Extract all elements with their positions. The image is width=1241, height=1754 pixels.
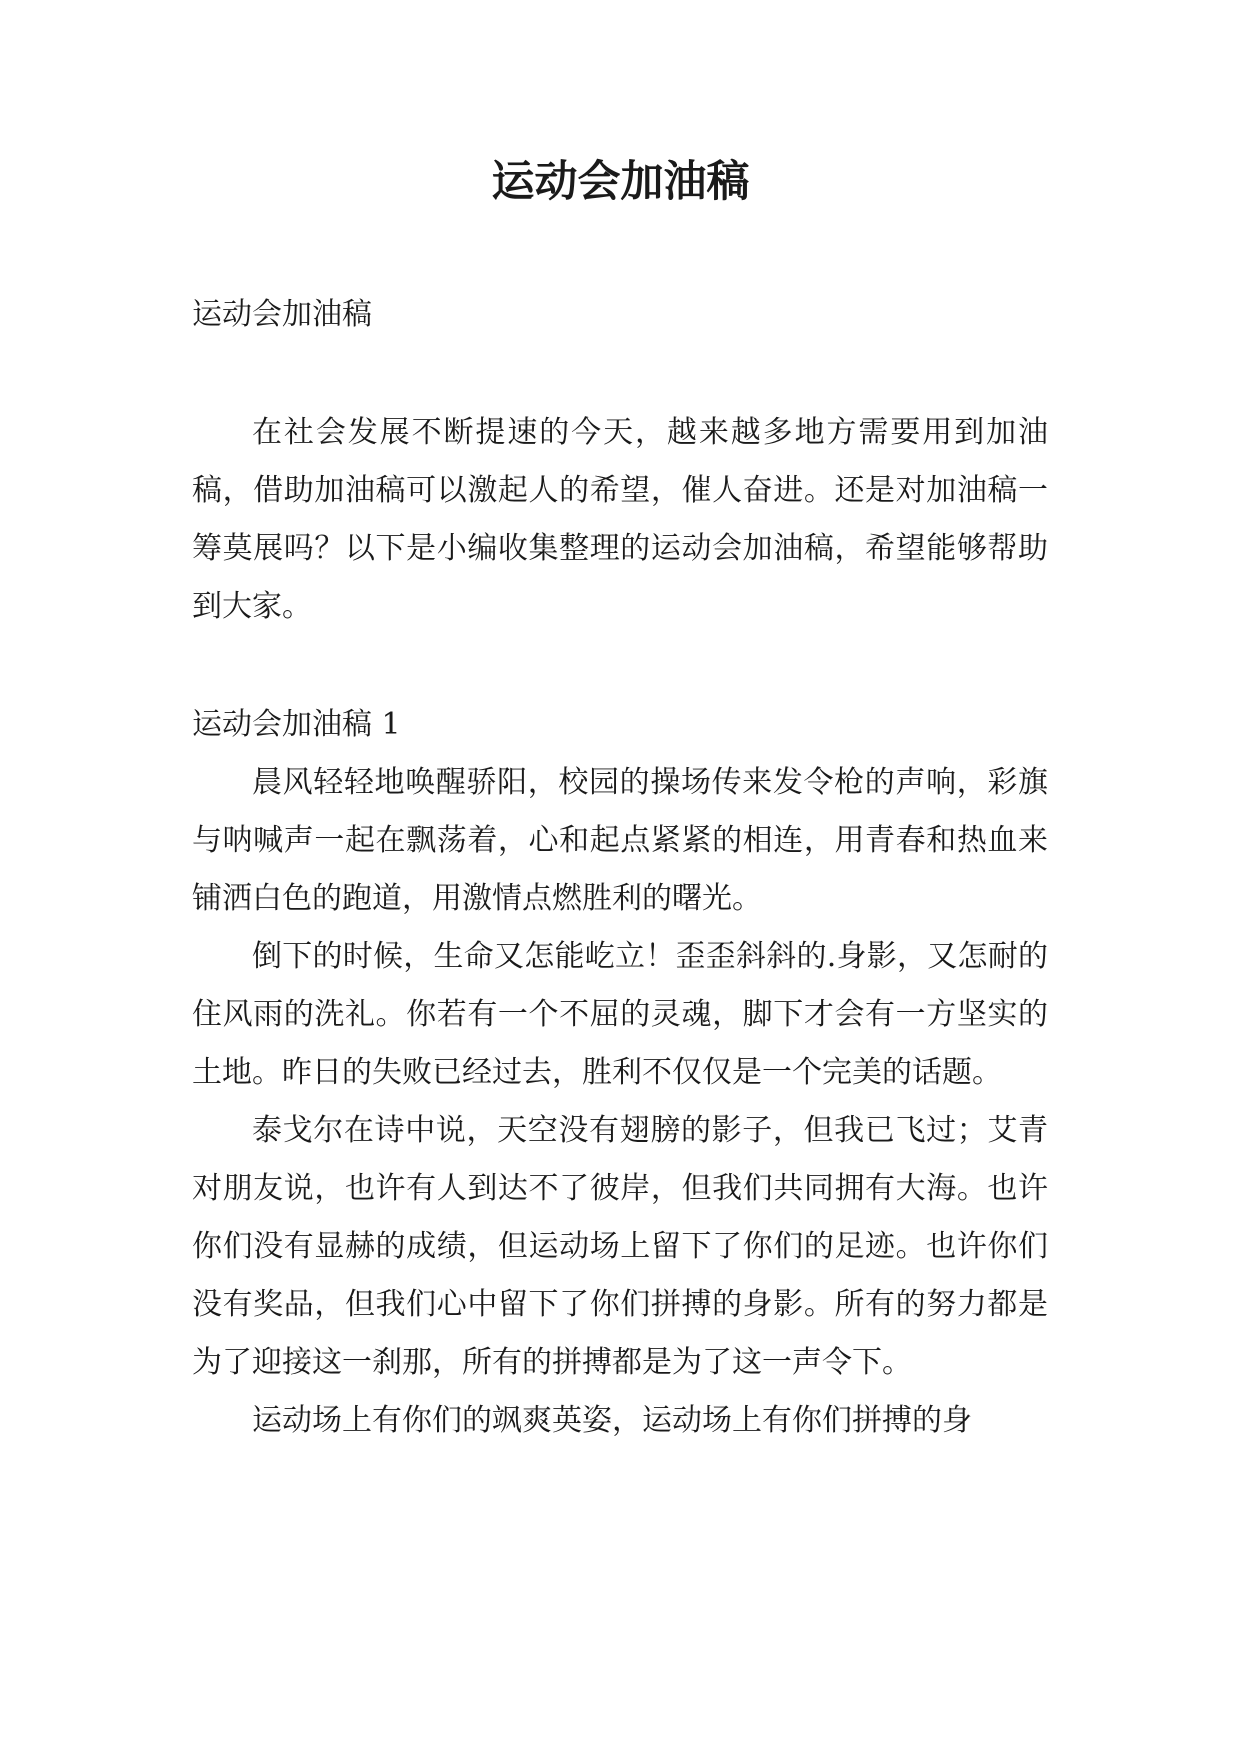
body-paragraph: 倒下的时候，生命又怎能屹立！歪歪斜斜的.身影，又怎耐的住风雨的洗礼。你若有一个不屈的灵魂，脚下才会有一方坚实的土地。昨日的失败已经过去，胜利不仅仅是一个完美的话题。 (192, 939, 1048, 1090)
spacer (192, 636, 1048, 696)
intro-paragraph: 在社会发展不断提速的今天，越来越多地方需要用到加油稿，借助加油稿可以激起人的希望，催人奋进。还是对加油稿一筹莫展吗？以下是小编收集整理的运动会加油稿，希望能够帮助到大家。 (192, 415, 1048, 624)
document-subtitle: 运动会加油稿 (192, 297, 372, 332)
body-paragraph: 运动场上有你们的飒爽英姿，运动场上有你们拼搏的身 (252, 1403, 972, 1438)
body-paragraph: 泰戈尔在诗中说，天空没有翅膀的影子，但我已飞过；艾青对朋友说，也许有人到达不了彼岸，但我们共同拥有大海。也许你们没有显赫的成绩，但运动场上留下了你们的足迹。也许你们没有奖品，但我们心中留下了你们拼搏的身影。所有的努力都是为了迎接这一刹那，所有的拼搏都是为了这一声令下。 (192, 1113, 1048, 1380)
spacer (192, 344, 1048, 404)
document-body (192, 286, 1048, 1450)
document-title: 运动会加油稿 (491, 157, 750, 207)
body-paragraph: 晨风轻轻地唤醒骄阳，校园的操场传来发令枪的声响，彩旗与呐喊声一起在飘荡着，心和起点紧紧的相连，用青春和热血来铺洒白色的跑道，用激情点燃胜利的曙光。 (192, 765, 1048, 916)
section-heading: 运动会加油稿 1 (192, 707, 401, 742)
